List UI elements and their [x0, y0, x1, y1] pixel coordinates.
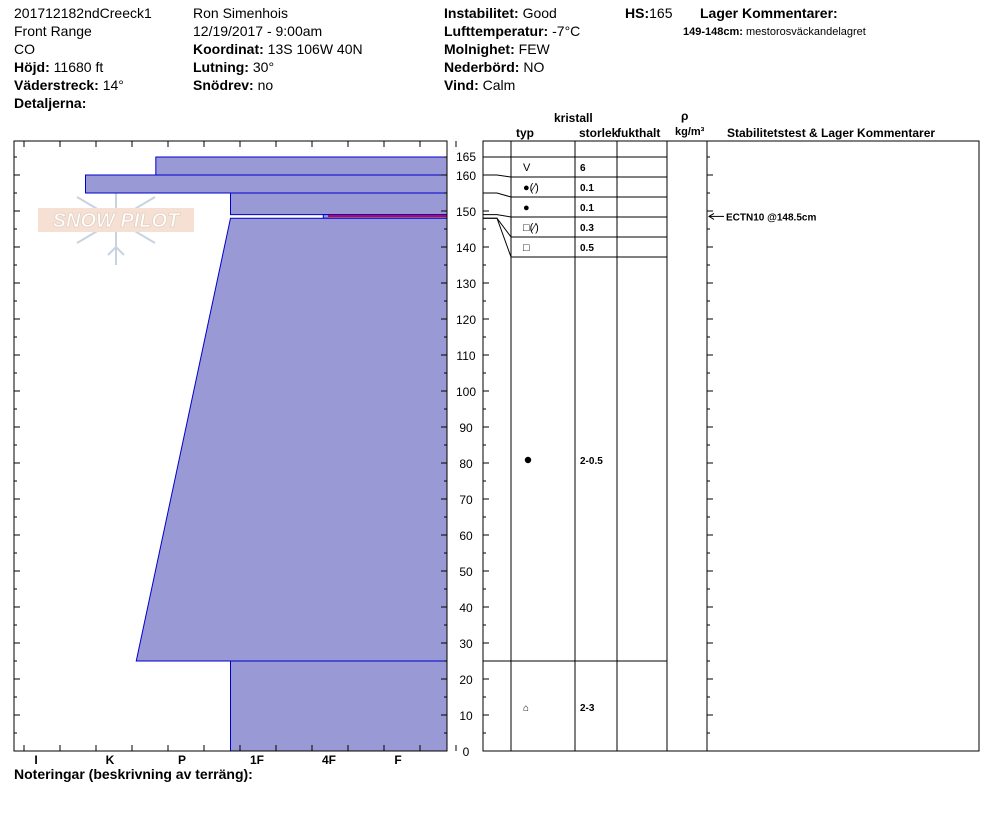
- header-size: storlek: [579, 126, 619, 140]
- hardness-layer-1: [86, 175, 448, 193]
- header-stability: Stabilitetstest & Lager Kommentarer: [727, 126, 936, 140]
- site-name: 201712182ndCreeck1: [14, 5, 152, 21]
- depth-tick-label: 10: [459, 709, 473, 723]
- hardness-tick-label: K: [105, 753, 115, 767]
- table-headers: [516, 109, 935, 140]
- depth-tick-label: 40: [459, 601, 473, 615]
- state-name: CO: [14, 41, 35, 57]
- notes-label: Noteringar (beskrivning av terräng):: [14, 766, 253, 782]
- grain-size: 0.3: [580, 223, 594, 234]
- depth-tick-label: 60: [459, 529, 473, 543]
- layer-comments-title: Lager Kommentarer:: [700, 5, 838, 21]
- hardness-tick-label: F: [394, 753, 402, 767]
- datetime: 12/19/2017 - 9:00am: [193, 23, 323, 39]
- depth-tick-label: 165: [455, 150, 477, 164]
- watermark-text: SNOW PILOT: [52, 210, 180, 232]
- depth-tick-label: 90: [459, 421, 473, 435]
- hardness-axis: [34, 753, 401, 767]
- slope: Lutning: 30°: [193, 59, 275, 75]
- hardness-tick-label: 4F: [321, 753, 337, 767]
- hs-info: HS:165: [625, 5, 673, 21]
- hardness-layer-0: [156, 157, 447, 175]
- precip: Nederbörd: NO: [444, 59, 545, 75]
- grain-type: □(⁄): [523, 222, 539, 234]
- stability-test-label: ECTN10 @148.5cm: [726, 212, 817, 224]
- hardness-tick-label: 1F: [249, 753, 265, 767]
- grain-size: 2-3: [580, 703, 595, 714]
- hardness-tick-label: P: [177, 753, 187, 767]
- header-density: kg/m³: [675, 126, 705, 138]
- header-moisture: fukthalt: [617, 126, 661, 140]
- grain-dot-icon: [525, 457, 531, 463]
- grain-type: ●(⁄): [523, 182, 539, 194]
- depth-connector: [483, 218, 511, 257]
- grain-size: 6: [580, 163, 586, 174]
- header-crystal: kristall: [554, 111, 593, 125]
- depth-connector: [483, 218, 511, 237]
- hardness-layers: [86, 157, 448, 751]
- grain-type: ⌂: [523, 703, 530, 714]
- grain-type: □: [523, 242, 530, 254]
- layer-comment: 149-148cm: mestorosväckandelagret: [683, 26, 866, 38]
- hardness-layer-2: [231, 193, 448, 215]
- depth-connector: [483, 193, 511, 197]
- grain-size: 0.1: [580, 183, 594, 194]
- depth-tick-label: 70: [459, 493, 473, 507]
- depth-axis: [456, 150, 476, 759]
- depth-connector: [483, 215, 511, 217]
- range-name: Front Range: [14, 23, 92, 39]
- hardness-tick-label: I: [34, 753, 38, 767]
- grain-type: ●: [523, 202, 530, 214]
- aspect: Väderstreck: 14°: [14, 77, 124, 93]
- depth-tick-label: 130: [455, 277, 477, 291]
- depth-tick-label: 50: [459, 565, 473, 579]
- air-temp: Lufttemperatur: -7°C: [444, 23, 581, 39]
- depth-tick-label: 30: [459, 637, 473, 651]
- depth-tick-label: 150: [455, 205, 477, 219]
- stability-tests: [709, 212, 816, 223]
- depth-tick-label: 0: [462, 745, 470, 759]
- grain-size: 0.1: [580, 203, 594, 214]
- depth-tick-label: 160: [455, 169, 477, 183]
- grain-size: 0.5: [580, 243, 594, 254]
- header-rho: ρ: [681, 109, 689, 123]
- depth-tick-label: 100: [455, 385, 477, 399]
- depth-tick-label: 110: [456, 349, 476, 363]
- stability: Instabilitet: Good: [444, 5, 557, 21]
- depth-tick-label: 120: [455, 313, 477, 327]
- coordinate: Koordinat: 13S 106W 40N: [193, 41, 363, 57]
- sky: Molnighet: FEW: [444, 41, 550, 57]
- wind: Vind: Calm: [444, 77, 516, 93]
- drift: Snödrev: no: [193, 77, 274, 93]
- details-label: Detaljerna:: [14, 95, 87, 111]
- grain-table-frame: [483, 141, 979, 751]
- hardness-layer-5: [231, 661, 448, 751]
- right-ticks: [483, 157, 713, 751]
- depth-tick-label: 140: [455, 241, 477, 255]
- header-type: typ: [516, 126, 534, 140]
- grain-size: 2-0.5: [580, 456, 603, 467]
- hardness-layer-4: [136, 218, 447, 661]
- elevation: Höjd: 11680 ft: [14, 59, 104, 75]
- observer: Ron Simenhois: [193, 5, 288, 21]
- depth-tick-label: 20: [459, 673, 473, 687]
- grain-type: V: [523, 162, 531, 174]
- depth-tick-label: 80: [459, 457, 473, 471]
